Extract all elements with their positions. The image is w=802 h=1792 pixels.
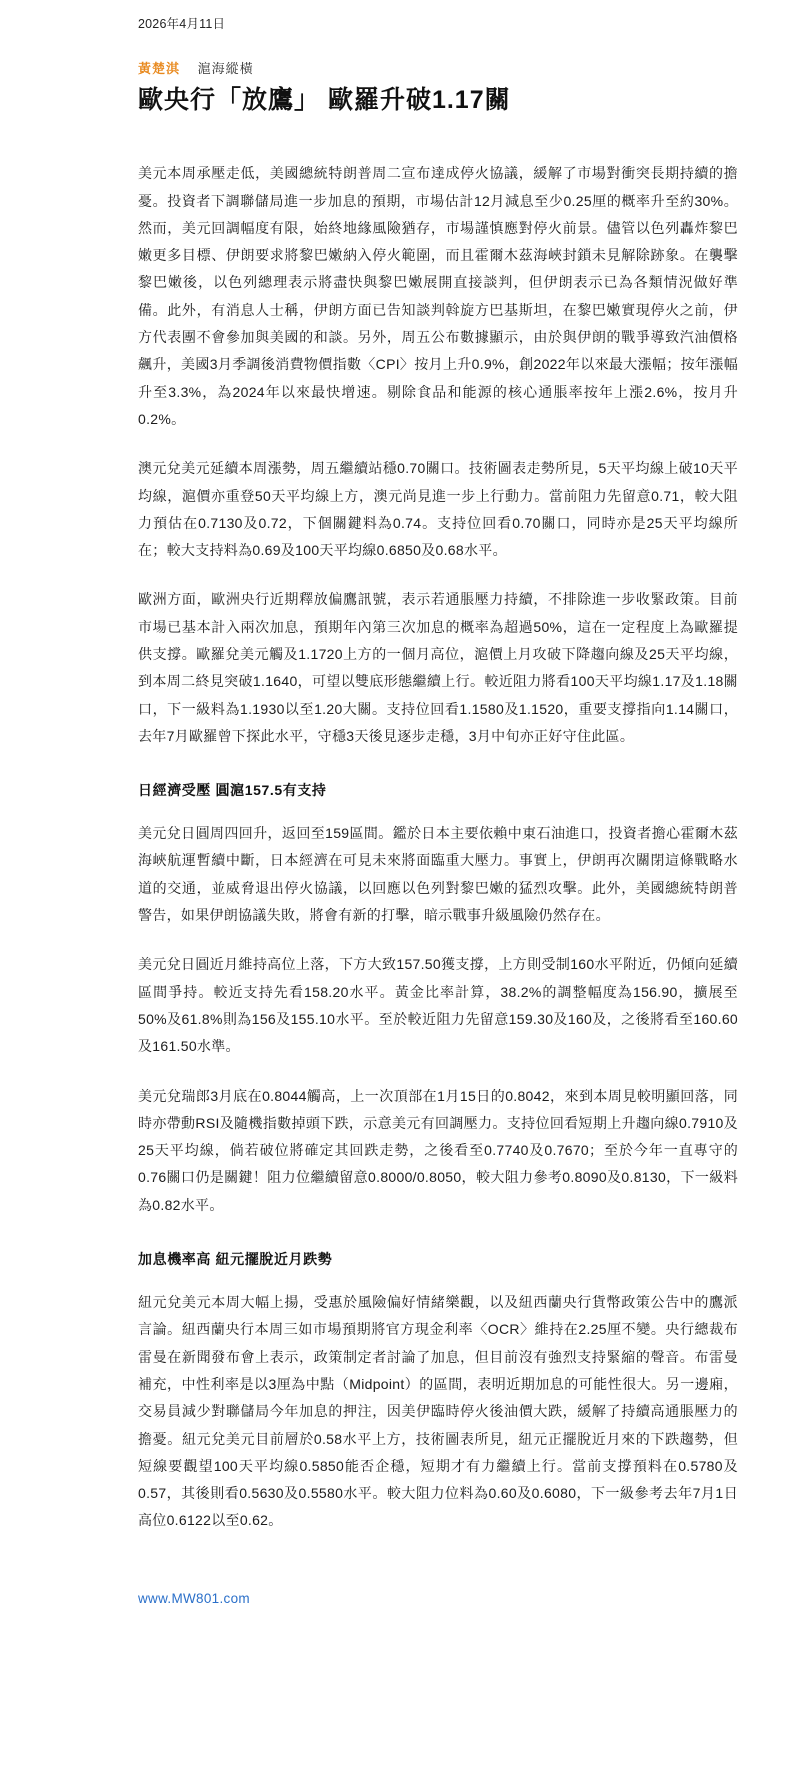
- body-paragraph: 美元兌瑞郎3月底在0.8044觸高，上一次頂部在1月15日的0.8042，來到本周見較明顯回落，同時亦帶動RSI及隨機指數掉頭下跌，示意美元有回調壓力。支持位回看短期上升趨向線0.7910及25天平均線，倘若破位將確定其回跌走勢，之後看至0.7740及0.7670；至於今年一直專守的0.76關口仍是關鍵！阻力位繼續留意0.8000/0.8050，較大阻力參考0.8090及0.8130，下一級料為0.82水平。: [138, 1087, 738, 1213]
- publish-date: 2026年4月11日: [138, 17, 226, 31]
- section-subheading: 日經濟受壓 圓滬157.5有支持: [138, 782, 327, 799]
- body-paragraph: 澳元兌美元延續本周漲勢，周五繼續站穩0.70關口。技術圖表走勢所見，5天平均線上破10天平均線，滬價亦重登50天平均線上方，澳元尚見進一步上行動力。當前阻力先留意0.71，較大阻力預估在0.7130及0.72，下個關鍵料為0.74。支持位回看0.70關口，同時亦是25天平均線所在；較大支持料為0.69及100天平均線0.6850及0.68水平。: [138, 460, 738, 559]
- byline: [138, 58, 738, 77]
- author-name[interactable]: 黃楚淇: [138, 61, 181, 76]
- body-paragraph: 歐洲方面，歐洲央行近期釋放偏鷹訊號，表示若通脹壓力持續，不排除進一步收緊政策。目前市場已基本計入兩次加息，預期年內第三次加息的概率為超過50%，這在一定程度上為歐羅提供支撐。歐羅兌美元觸及1.1720上方的一個月高位，滬價上月攻破下降趨向線及25天平均線，到本周二終見突破1.1640，可望以雙底形態繼續上行。較近阻力將看100天平均線1.17及1.18關口，下一級料為1.1930以至1.20大關。支持位回看1.1580及1.1520，重要支撐指向1.14關口，去年7月歐羅曾下探此水平，守穩3天後見逐步走穩，3月中旬亦正好守住此區。: [138, 591, 738, 744]
- page-title: 歐央行「放鷹」 歐羅升破1.17關: [138, 86, 511, 114]
- footer-website-link[interactable]: www.MW801.com: [138, 1590, 250, 1606]
- section-subheading: 加息機率高 紐元擺脫近月跌勢: [138, 1251, 333, 1268]
- body-paragraph: 紐元兌美元本周大幅上揚，受惠於風險偏好情緒樂觀，以及紐西蘭央行貨幣政策公告中的鷹派言論。紐西蘭央行本周三如市場預期將官方現金利率〈OCR〉維持在2.25厘不變。央行總裁布雷曼在新聞發布會上表示，政策制定者討論了加息，但目前沒有強烈支持緊縮的聲音。布雷曼補充，中性利率是以3厘為中點（Midpoint）的區間，表明近期加息的可能性很大。另一邊廂，交易員減少對聯儲局今年加息的押注，因美伊臨時停火後油價大跌，緩解了持續高通脹壓力的擔憂。紐元兌美元目前層於0.58水平上方，技術圖表所見，紐元正擺脫近月來的下跌趨勢，但短線要觀望100天平均線0.5850能否企穩，短期才有力繼續上行。當前支撐預料在0.5780及0.57，其後則看0.5630及0.5580水平。較大阻力位料為0.60及0.6080，下一級參考去年7月1日高位0.6122以至0.62。: [138, 1294, 738, 1529]
- body-paragraph: 美元兌日圓近月維持高位上落，下方大致157.50獲支撐，上方則受制160水平附近，仍傾向延續區間爭持。較近支持先看158.20水平。黃金比率計算，38.2%的調整幅度為156.90，擴展至50%及61.8%則為156及155.10水平。至於較近阻力先留意159.30及160及，之後將看至160.60及161.50水準。: [138, 956, 738, 1055]
- column-name: 滬海縱橫: [197, 61, 254, 76]
- body-paragraph: 美元兌日圓周四回升，返回至159區間。鑑於日本主要依賴中東石油進口，投資者擔心霍爾木茲海峽航運暫續中斷，日本經濟在可見未來將面臨重大壓力。事實上，伊朗再次關閉這條戰略水道的交通，並威脅退出停火協議，以回應以色列對黎巴嫩的猛烈攻擊。此外，美國總統特朗普警告，如果伊朗協議失敗，將會有新的打擊，暗示戰事升級風險仍然存在。: [138, 825, 738, 924]
- body-paragraph: 美元本周承壓走低，美國總統特朗普周二宣布達成停火協議，緩解了市場對衝突長期持續的擔憂。投資者下調聯儲局進一步加息的預期，市場估計12月減息至少0.25厘的概率升至約30%。然而，美元回調幅度有限，始終地緣風險猶存，市場謹慎應對停火前景。儘管以色列轟炸黎巴嫩更多目標、伊朗要求將黎巴嫩納入停火範圍，而且霍爾木茲海峽封鎖未見解除跡象。在襲擊黎巴嫩後，以色列總理表示將盡快與黎巴嫩展開直接談判，但伊朗表示已為各類情況做好準備。此外，有消息人士稱，伊朗方面已告知談判斡旋方巴基斯坦，在黎巴嫩實現停火之前，伊方代表團不會參加與美國的和談。另外，周五公布數據顯示，由於與伊朗的戰爭導致汽油價格飆升，美國3月季調後消費物價指數〈CPI〉按月上升0.9%，創2022年以來最大漲幅；按年漲幅升至3.3%，為2024年以來最快增速。剔除食品和能源的核心通脹率按年上漲2.6%，按月升0.2%。: [138, 165, 738, 427]
